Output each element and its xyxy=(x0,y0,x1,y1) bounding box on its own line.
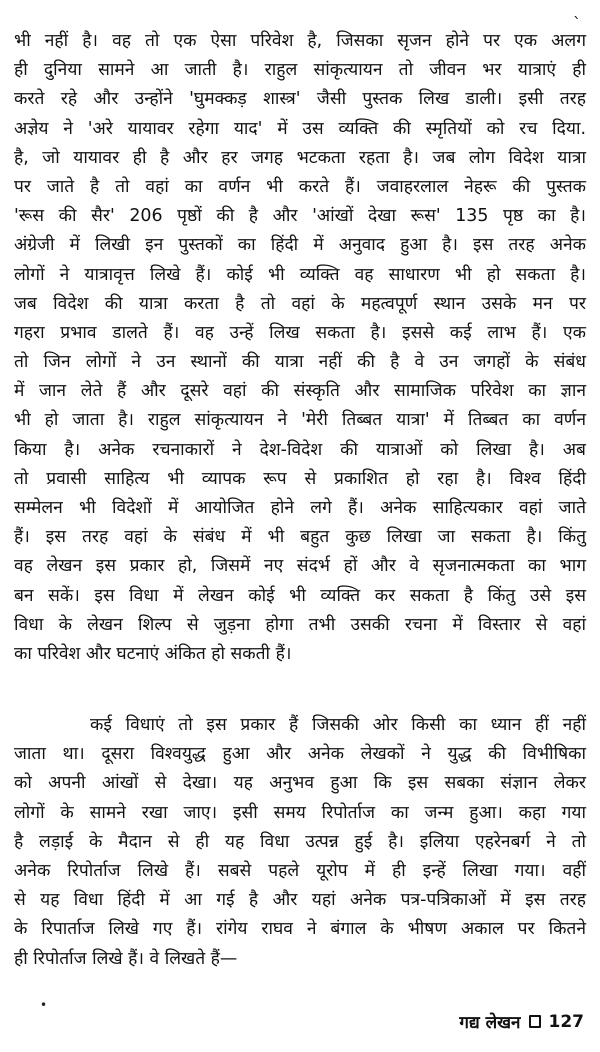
text-line: तो प्रवासी साहित्य भी व्यापक रूप से प्रकाशित हो रहा है। विश्व हिंदी xyxy=(14,468,586,489)
text-line: कई विधाएं तो इस प्रकार हैं जिसकी ओर किसी का ध्यान हीं नहीं xyxy=(90,715,586,735)
text-line: गहरा प्रभाव डालते हैं। वह उन्हें लिख सकता है। इससे कई लाभ हैं। एक xyxy=(14,322,586,343)
section-title: गद्य लेखन xyxy=(459,1013,521,1033)
text-line: करते रहे और उन्होंने 'घुमक्कड़ शास्त्र' जैसी पुस्तक लिख डाली। इसी तरह xyxy=(14,89,586,110)
text-line: हैं। इस तरह वहां के संबंध में भी बहुत कुछ लिखा जा सकता है। किंतु xyxy=(14,527,586,548)
stray-mark-bottom: • xyxy=(40,998,48,1012)
text-line: के रिपार्ताज लिखे गए हैं। रांगेय राघव ने बंगाल के भीषण अकाल पर कितने xyxy=(14,919,586,940)
text-line: का परिवेश और घटनाएं अंकित हो सकती हैं। xyxy=(14,643,292,664)
text-line: ही दुनिया सामने आ जाती है। राहुल सांकृत्यायन तो जीवन भर यात्राएं ही xyxy=(14,60,586,81)
text-line: लोगों ने यात्रावृत्त लिखे हैं। कोई भी व्यक्ति वह साधारण भी हो सकता है। xyxy=(14,264,586,285)
stray-mark-top: ` xyxy=(573,14,581,33)
text-line: को अपनी आंखों से देखा। यह अनुभव हुआ कि इस सबका संज्ञान लेकर xyxy=(14,773,586,794)
text-line: जाता था। दूसरा विश्वयुद्ध हुआ और अनेक लेखकों ने युद्ध की विभीषिका xyxy=(14,744,586,765)
text-line: अज्ञेय ने 'अरे यायावर रहेगा याद' में उस व्यक्ति की स्मृतियों को रच दिया. xyxy=(14,118,586,139)
square-icon xyxy=(529,1015,541,1028)
paragraph-reportage xyxy=(14,711,586,974)
text-line: से यह विधा हिंदी में आ गई है और यहां अनेक पत्र-पत्रिकाओं में इस तरह xyxy=(14,890,586,911)
text-line: है लड़ाई के मैदान से ही यह विधा उत्पन्न हुई है। इलिया एहरेनबर्ग ने तो xyxy=(14,831,586,852)
text-line: भी नहीं है। वह तो एक ऐसा परिवेश है, जिसका सृजन होने पर एक अलग xyxy=(14,31,586,51)
page-number: 127 xyxy=(548,1011,584,1032)
text-line: तो जिन लोगों ने उन स्थानों की यात्रा नहीं की है वे उन जगहों के संबंध xyxy=(14,352,586,373)
page-footer xyxy=(459,1010,584,1033)
text-line: विधा के लेखन शिल्प से जुड़ना होगा तभी उसकी रचना में विस्तार से वहां xyxy=(14,614,586,635)
text-line: सम्मेलन भी विदेशों में आयोजित होने लगे हैं। अनेक साहित्यकार वहां जाते xyxy=(14,498,586,518)
text-line: पर जाते है तो वहां का वर्णन भी करते हैं। जवाहरलाल नेहरू की पुस्तक xyxy=(14,176,586,197)
text-line: अनेक रिपोर्ताज लिखे हैं। सबसे पहले यूरोप में ही इन्हें लिखा गया। वहीं xyxy=(14,860,586,881)
text-line: में जान लेते हैं और दूसरे वहां की संस्कृति और सामाजिक परिवेश का ज्ञान xyxy=(14,381,586,402)
text-line: बन सकें। इस विधा में लेखन कोई भी व्यक्ति कर सकता है किंतु उसे इस xyxy=(14,585,586,606)
text-line: भी हो जाता है। राहुल सांकृत्यायन ने 'मेरी तिब्बत यात्रा' में तिब्बत का वर्णन xyxy=(14,410,586,431)
text-line: किया है। अनेक रचनाकारों ने देश-विदेश की यात्राओं को लिखा है। अब xyxy=(14,439,586,460)
text-line: जब विदेश की यात्रा करता है तो वहां के महत्वपूर्ण स्थान उसके मन पर xyxy=(14,293,586,314)
text-line: अंग्रेजी में लिखी इन पुस्तकों का हिंदी में अनुवाद हुआ है। इस तरह अनेक xyxy=(14,235,586,256)
text-line: है, जो यायावर ही है और हर जगह भटकता रहता है। जब लोग विदेश यात्रा xyxy=(14,147,586,168)
text-line: लोगों के सामने रखा जाए। इसी समय रिपोर्ताज का जन्म हुआ। कहा गया xyxy=(14,802,586,823)
paragraph-travelogue xyxy=(14,27,586,669)
text-line: ही रिपोर्ताज लिखे हैं। वे लिखते हैं— xyxy=(14,948,238,969)
text-line: 'रूस की सैर' 206 पृष्ठों की है और 'आंखों देखा रूस' 135 पृष्ठ का है। xyxy=(14,206,586,227)
text-line: वह लेखन इस प्रकार हो, जिसमें नए संदर्भ हों और वे सृजनात्मकता का भाग xyxy=(14,556,586,577)
